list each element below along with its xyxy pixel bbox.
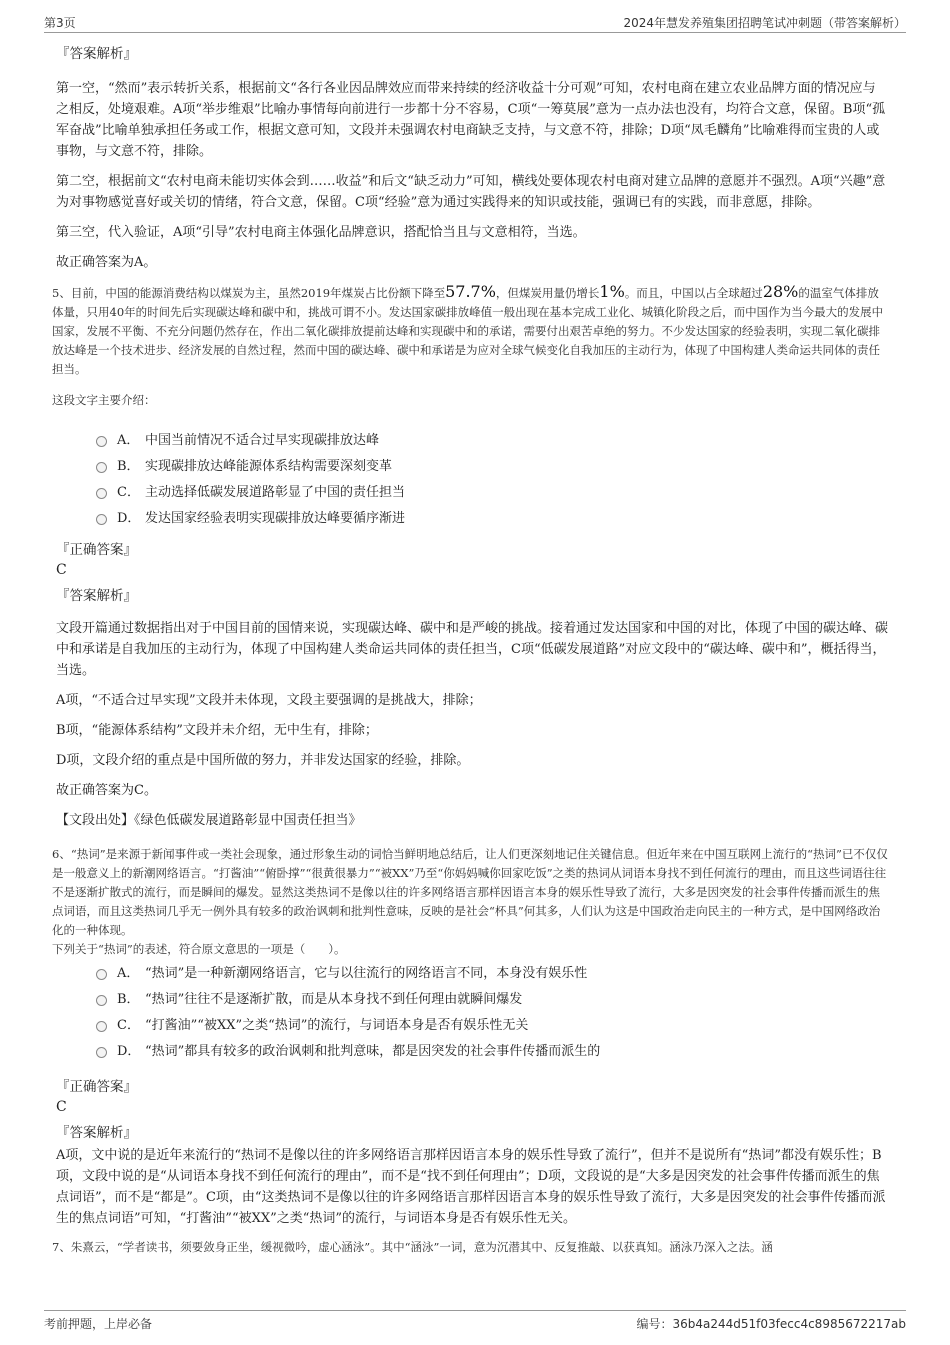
q4-analysis-paragraph-2: 第二空，根据前文“农村电商未能切实体会到……收益”和后文“缺乏动力”可知，横线处要体现农村电商对建立品牌的意愿并不强烈。A项“兴趣”意为对事物感觉喜好或关切的情绪，符合文意，保留。C项“经验”意为通过实践得来的知识或技能，强调已有的实践，而非意愿，排除。 <box>56 174 886 210</box>
q6-option-c[interactable]: C． “打酱油”“被XX”之类“热词”的流行，与词语本身是否有娱乐性无关 <box>96 1013 888 1039</box>
document-body <box>52 44 889 1257</box>
page-header <box>44 12 906 33</box>
document-id: 编号：36b4a244d51f03fecc4c8985672217ab <box>636 1317 906 1331</box>
q6-analysis-tag: 『答案解析』 <box>56 1125 137 1141</box>
document-title: 2024年慧发养殖集团招聘笔试冲刺题（带答案解析） <box>623 16 906 30</box>
radio-icon[interactable] <box>96 995 107 1006</box>
q4-analysis-paragraph-3: 第三空，代入验证，A项“引导”农村电商主体强化品牌意识，搭配恰当且与文意相符，当选。 <box>56 225 586 240</box>
q5-option-b[interactable]: B． 实现碳排放达峰能源体系结构需要深刻变革 <box>96 454 888 480</box>
q5-text-2: ，但煤炭用量仍增长 <box>495 286 600 300</box>
radio-icon[interactable] <box>96 1021 107 1032</box>
q5-analysis-paragraph-1: 文段开篇通过数据指出对于中国目前的国情来说，实现碳达峰、碳中和是严峻的挑战。接着通过发达国家和中国的对比，体现了中国的碳达峰、碳中和承诺是自我加压的主动行为，体现了中国构建人类命运共同体的责任担当，C项“低碳发展道路”对应文段中的“碳达峰、碳中和”，概括得当，当选。 <box>56 621 889 678</box>
q6-option-a[interactable]: A． “热词”是一种新潮网络语言，它与以往流行的网络语言不同，本身没有娱乐性 <box>96 961 888 987</box>
q5-conclusion: 故正确答案为C。 <box>56 783 157 798</box>
q5-text-3: 。而且，中国以占全球超过 <box>624 286 763 300</box>
q5-analysis-tag: 『答案解析』 <box>56 588 137 604</box>
q5-text-4: 的温室气体排放体量，只用40年的时间先后实现碳达峰和碳中和，挑战可谓不小。发达国家碳排放峰值一般出现在基本完成工业化、城镇化阶段之后，而中国作为当今最大的发展中国家，发展不平衡、不充分问题仍然存在，作出二氧化碳排放提前达峰和实现碳中和的承诺，需要付出艰苦卓绝的努力。不少发达国家的经验表明，实现二氧化碳排放达峰是一个技术进步、经济发展的自然过程，然而中国的碳达峰、碳中和承诺是为应对全球气候变化自我加压的主动行为，体现了中国构建人类命运共同体的责任担当。 <box>52 286 884 376</box>
radio-icon[interactable] <box>96 1047 107 1058</box>
page-footer <box>44 1310 906 1333</box>
q5-math-3: 28% <box>762 282 799 301</box>
q5-text-1: 5、目前，中国的能源消费结构以煤炭为主，虽然2019年煤炭占比份额下降至 <box>52 286 446 300</box>
q4-analysis-tag: 『答案解析』 <box>56 46 137 62</box>
q5-option-a[interactable]: A． 中国当前情况不适合过早实现碳排放达峰 <box>96 428 888 454</box>
q7-passage: 7、朱熹云，“学者读书，须要敛身正坐，缓视微吟，虚心涵泳”。其中“涵泳”一词，意为沉潜其中、反复推敲、以获真知。涵泳乃深入之法。涵 <box>52 1240 773 1254</box>
q5-answer: C <box>56 562 67 578</box>
footer-slogan: 考前押题，上岸必备 <box>44 1317 153 1331</box>
q6-answer: C <box>56 1099 67 1115</box>
q5-option-d[interactable]: D． 发达国家经验表明实现碳排放达峰要循序渐进 <box>96 506 888 532</box>
q6-option-d[interactable]: D． “热词”都具有较多的政治讽刺和批判意味，都是因突发的社会事件传播而派生的 <box>96 1039 888 1065</box>
q6-options <box>96 961 888 1065</box>
q6-prompt: 下列关于“热词”的表述，符合原文意思的一项是（ ）。 <box>52 942 346 956</box>
q6-option-b[interactable]: B． “热词”往往不是逐渐扩散，而是从本身找不到任何理由就瞬间爆发 <box>96 987 888 1013</box>
q5-source: 【文段出处】《绿色低碳发展道路彰显中国责任担当》 <box>56 813 362 828</box>
q4-conclusion: 故正确答案为A。 <box>56 255 157 270</box>
q6-passage: 6、“热词”是来源于新闻事件或一类社会现象，通过形象生动的词恰当鲜明地总结后，让人们更深刻地记住关键信息。但近年来在中国互联网上流行的“热词”已不仅仅是一般意义上的新潮网络语言。“打酱油”“俯卧撑”“很黄很暴力”“被XX”乃至“你妈妈喊你回家吃饭”之类的热词从词语本身找不到任何流行的理由，而且这些词语往往不是逐渐扩散式的流行，而是瞬间的爆发。显然这类热词不是像以往的许多网络语言那样因语言本身的娱乐性导致了流行，大多是因突发的社会事件传播而派生的焦点词语，而且这类热词几乎无一例外具有较多的政治讽刺和批判性意味，反映的是社会“杯具”何其多，人们认为这是中国政治走向民主的一种方式，是中国网络政治化的一种体现。 <box>52 847 888 937</box>
radio-icon[interactable] <box>96 462 107 473</box>
q6-analysis: A项，文中说的是近年来流行的“热词不是像以往的许多网络语言那样因语言本身的娱乐性导致了流行”，但并不是说所有“热词”都没有娱乐性；B项，文段中说的是“从词语本身找不到任何流行的理由”，而不是“找不到任何理由”；D项，文段说的是“大多是因突发的社会事件传播而派生的焦点词语”，而不是“都是”。C项，由“这类热词不是像以往的许多网络语言那样因语言本身的娱乐性导致了流行，大多是因突发的社会事件传播而派生的焦点词语”可知，“打酱油”“被XX”之类“热词”的流行，与词语本身是否有娱乐性无关。 <box>56 1148 886 1226</box>
page-number: 第3页 <box>44 16 76 30</box>
radio-icon[interactable] <box>96 436 107 447</box>
q5-options <box>96 428 888 532</box>
q5-analysis-paragraph-3: B项，“能源体系结构”文段并未介绍，无中生有，排除； <box>56 723 378 738</box>
q5-math-2: 1% <box>599 282 625 301</box>
q5-prompt: 这段文字主要介绍： <box>52 393 156 407</box>
radio-icon[interactable] <box>96 514 107 525</box>
q5-answer-tag: 『正确答案』 <box>56 542 137 558</box>
q5-option-c[interactable]: C． 主动选择低碳发展道路彰显了中国的责任担当 <box>96 480 888 506</box>
q5-analysis-paragraph-2: A项，“不适合过早实现”文段并未体现，文段主要强调的是挑战大，排除； <box>56 693 482 708</box>
q5-passage <box>52 282 888 379</box>
radio-icon[interactable] <box>96 969 107 980</box>
q6-answer-tag: 『正确答案』 <box>56 1079 137 1095</box>
q5-math-1: 57.7% <box>445 282 496 301</box>
radio-icon[interactable] <box>96 488 107 499</box>
q5-analysis-paragraph-4: D项，文段介绍的重点是中国所做的努力，并非发达国家的经验，排除。 <box>56 753 470 768</box>
q4-analysis-paragraph-1: 第一空，“然而”表示转折关系，根据前文“各行各业因品牌效应而带来持续的经济收益十分可观”可知，农村电商在建立农业品牌方面的情况应与之相反，处境艰难。A项“举步维艰”比喻办事情每向前进行一步都十分不容易，C项“一筹莫展”意为一点办法也没有，均符合文意，保留。B项“孤军奋战”比喻单独承担任务或工作，根据文意可知，文段并未强调农村电商缺乏支持，与文意不符，排除；D项“凤毛麟角”比喻难得而宝贵的人或事物，与文意不符，排除。 <box>56 81 886 159</box>
